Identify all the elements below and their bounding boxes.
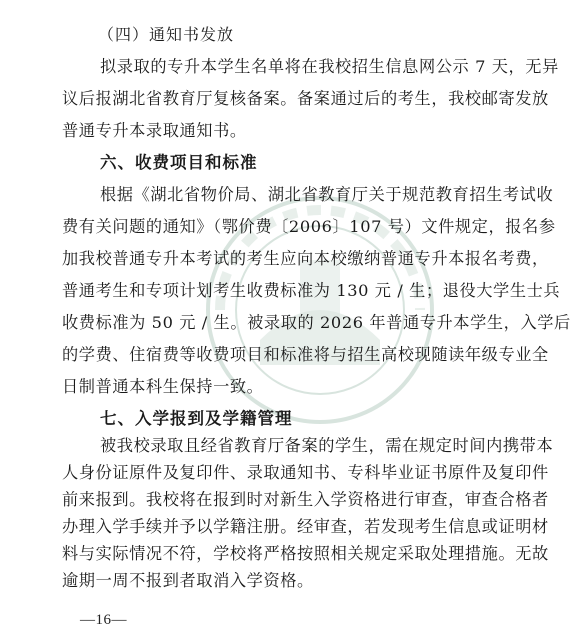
section-7-line-6: 逾期一周不报到者取消入学资格。 [62,571,314,590]
section-4-line-3: 普通专升本录取通知书。 [62,121,247,140]
section-7-title: 七、入学报到及学籍管理 [100,409,293,428]
section-4-line-1: 拟录取的专升本学生名单将在我校招生信息网公示 7 天，无异 [100,57,559,76]
section-7-line-5: 料与实际情况不符，学校将严格按照相关规定采取处理措施。无故 [62,544,549,563]
section-6-line-2: 费有关问题的通知》（鄂价费〔2006〕107 号）文件规定，报名参 [62,217,556,236]
section-7-line-1: 被我校录取且经省教育厅备案的学生，需在规定时间内携带本 [100,436,554,455]
section-4-line-2: 议后报湖北省教育厅复核备案。备案通过后的考生，我校邮寄发放 [62,89,549,108]
section-6-title: 六、收费项目和标准 [100,153,258,172]
page-number: —16— [80,612,127,628]
section-6-line-7: 日制普通本科生保持一致。 [62,377,264,396]
section-7-line-2: 人身份证原件及复印件、录取通知书、专科毕业证书原件及复印件 [62,463,549,482]
section-6-line-6: 的学费、住宿费等收费项目和标准将与招生高校现随读年级专业全 [62,345,549,364]
section-6-line-3: 加我校普通专升本考试的考生应向本校缴纳普通专升本报名考费， [62,249,549,268]
section-7-line-4: 办理入学手续并予以学籍注册。经审查，若发现考生信息或证明材 [62,517,549,536]
section-6-line-1: 根据《湖北省物价局、湖北省教育厅关于规范教育招生考试收 [100,185,554,204]
section-7-line-3: 前来报到。我校将在报到时对新生入学资格进行审查，审查合格者 [62,490,549,509]
section-4-title: （四）通知书发放 [98,25,235,44]
section-6-line-5: 收费标准为 50 元 / 生。被录取的 2026 年普通专升本学生，入学后 [62,313,571,332]
section-6-line-4: 普通考生和专项计划考生收费标准为 130 元 / 生；退役大学生士兵 [62,281,561,300]
